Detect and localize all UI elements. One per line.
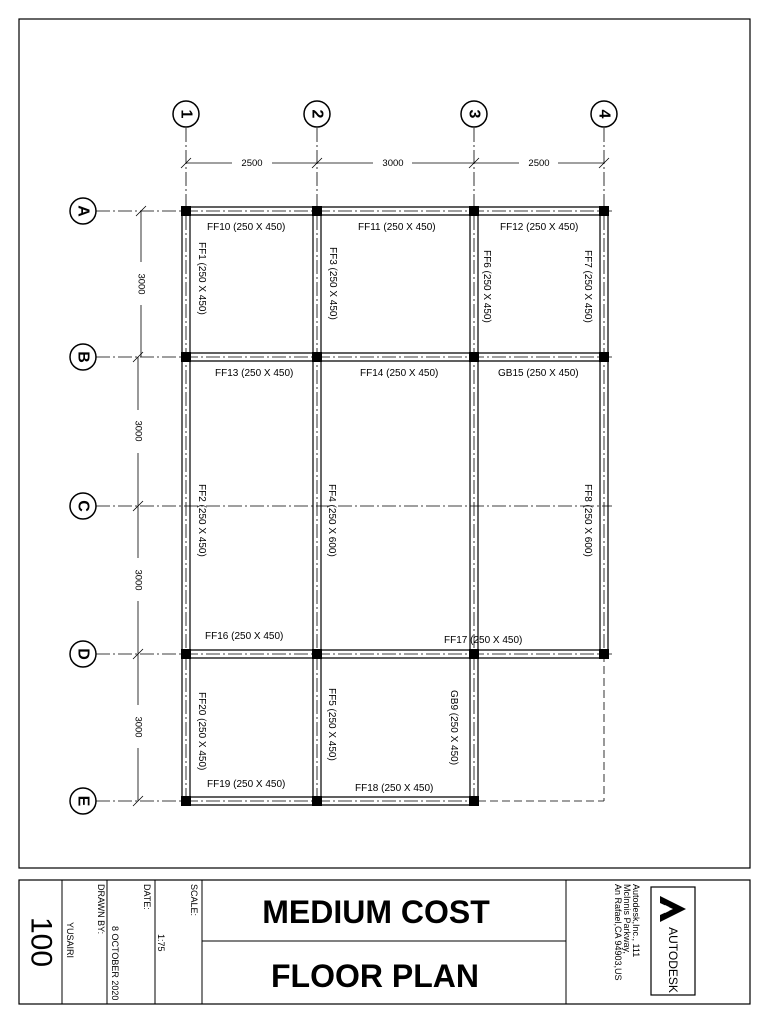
beam-label-ff6: FF6 (250 X 450) — [481, 250, 492, 323]
grid-bubble-1-label: 1 — [177, 109, 195, 119]
grid-bubble-B-label: B — [74, 351, 92, 363]
beam-label-ff18: FF18 (250 X 450) — [355, 783, 434, 794]
company-address-line-1: Autodesk,Inc., 111 — [631, 884, 641, 958]
drawn-by-label: DRAWN BY: — [96, 884, 106, 935]
grid-bubble-D-label: D — [74, 648, 92, 660]
row-bubbles — [70, 198, 96, 814]
company-address-line-2: McInnis Parkway, — [622, 884, 632, 954]
column-bubbles — [173, 101, 617, 127]
column-E1 — [181, 796, 191, 806]
autodesk-logo-icon — [660, 896, 686, 922]
dimension-3-4: 2500 — [528, 158, 550, 169]
beam-label-ff13: FF13 (250 X 450) — [215, 368, 294, 379]
column-E2 — [312, 796, 322, 806]
grid-bubble-3-label: 3 — [465, 109, 483, 119]
beam-label-ff8: FF8 (250 X 600) — [582, 484, 593, 557]
drawing-frame — [19, 19, 750, 868]
beam-label-ff3: FF3 (250 X 450) — [327, 247, 338, 320]
dimension-B-C: 3000 — [132, 420, 144, 442]
beam-label-ff4: FF4 (250 X 600) — [326, 484, 337, 557]
dimension-2-3: 3000 — [382, 158, 404, 169]
column-A4 — [599, 206, 609, 216]
column-A1 — [181, 206, 191, 216]
column-A3 — [469, 206, 479, 216]
scale-label: SCALE: — [189, 884, 199, 917]
column-A2 — [312, 206, 322, 216]
column-B1 — [181, 352, 191, 362]
beam-label-ff20: FF20 (250 X 450) — [196, 692, 207, 771]
column-B3 — [469, 352, 479, 362]
date-label: DATE: — [142, 884, 152, 910]
title-block — [19, 880, 750, 1004]
beam-label-ff7: FF7 (250 X 450) — [582, 250, 593, 323]
dimension-D-E: 3000 — [132, 716, 144, 738]
dimension-C-D: 3000 — [132, 569, 144, 591]
column-D3 — [469, 649, 479, 659]
beam-label-ff14: FF14 (250 X 450) — [360, 368, 439, 379]
column-D2 — [312, 649, 322, 659]
drawn-by-value: YUSAIRI — [65, 922, 75, 959]
column-E3 — [469, 796, 479, 806]
beam-label-ff1: FF1 (250 X 450) — [196, 242, 207, 315]
column-B2 — [312, 352, 322, 362]
date-value: 8 OCTOBER 2020 — [110, 926, 120, 1001]
beam-label-ff12: FF12 (250 X 450) — [500, 222, 579, 233]
beam-label-gb15: GB15 (250 X 450) — [498, 368, 579, 379]
drawing-number: 100 — [24, 916, 58, 968]
logo-text: AUTODESK — [666, 927, 680, 993]
grid-bubble-A-label: A — [74, 205, 92, 217]
beam-label-gb9: GB9 (250 X 450) — [448, 690, 459, 766]
column-D1 — [181, 649, 191, 659]
grid-bubble-4-label: 4 — [595, 109, 613, 119]
dimension-A-B: 3000 — [135, 273, 147, 295]
beam-label-ff5: FF5 (250 X 450) — [326, 688, 337, 761]
drawing-title-line-2: FLOOR PLAN — [271, 958, 479, 994]
scale-value: 1:75 — [156, 934, 166, 952]
beam-label-ff16: FF16 (250 X 450) — [205, 631, 284, 642]
beam-label-ff19: FF19 (250 X 450) — [207, 779, 286, 790]
grid-bubble-E-label: E — [74, 795, 92, 807]
beam-label-ff17: FF17 (250 X 450) — [444, 635, 523, 646]
beam-label-ff10: FF10 (250 X 450) — [207, 222, 286, 233]
grid-bubble-C-label: C — [74, 500, 92, 512]
company-address-line-3: An Rafael,CA 94903,US — [613, 884, 623, 981]
absent-bay-outline — [478, 654, 604, 801]
beam-label-ff2: FF2 (250 X 450) — [196, 484, 207, 557]
column-B4 — [599, 352, 609, 362]
column-D4 — [599, 649, 609, 659]
beam-label-ff11: FF11 (250 X 450) — [358, 222, 436, 233]
dimension-1-2: 2500 — [241, 158, 263, 169]
grid-bubble-2-label: 2 — [308, 109, 326, 119]
drawing-title-line-1: MEDIUM COST — [262, 894, 490, 930]
